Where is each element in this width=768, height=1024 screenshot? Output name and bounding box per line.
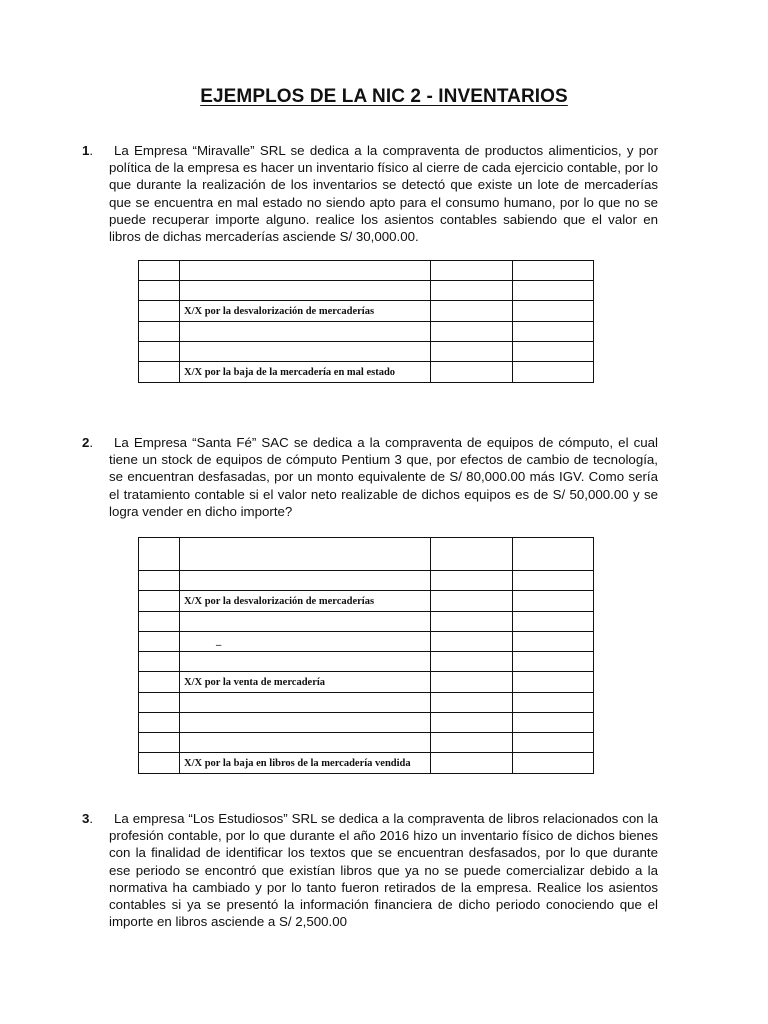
table-row bbox=[139, 672, 594, 693]
table-row bbox=[139, 571, 594, 591]
problem-number: 1. bbox=[82, 143, 94, 158]
problem-2 bbox=[82, 434, 658, 520]
problem-text: La Empresa “Santa Fé” SAC se dedica a la compraventa de equipos de cómputo, el cual tiene un stock de equipos de cómputo Pentium 3 que, por efectos de cambio de tecnología, se encuentran desfasadas, por un monto equivalente de S/ 80,000.00 más IGV. Como sería el tratamiento contable si el valor neto realizable de dichos equipos es de S/ 50,000.00 y se logra vender en dicho importe? bbox=[109, 435, 658, 519]
gloss-cell: X/X por la desvalorización de mercaderías bbox=[180, 301, 431, 322]
dash-cell: _ bbox=[180, 632, 431, 652]
table-row bbox=[139, 632, 594, 652]
gloss-cell: X/X por la baja en libros de la mercadería vendida bbox=[180, 753, 431, 774]
table-row bbox=[139, 713, 594, 733]
table-row bbox=[139, 342, 594, 362]
journal-entry-table-2 bbox=[138, 537, 594, 774]
problem-number: 3. bbox=[82, 811, 94, 826]
table-row bbox=[139, 281, 594, 301]
problem-number: 2. bbox=[82, 435, 94, 450]
gloss-cell: X/X por la baja de la mercadería en mal estado bbox=[180, 362, 431, 383]
problem-3 bbox=[82, 810, 658, 930]
problem-text: La empresa “Los Estudiosos” SRL se dedica a la compraventa de libros relacionados con la profesión contable, por lo que durante el año 2016 hizo un inventario físico de dichos bienes con la finalidad de identificar los textos que se encuentran desfasados, por lo que durante ese periodo se encontró que existían libros que ya no se puede comercializar debido a la normativa ha cambiado y por lo tanto fueron retirados de la empresa. Realice los asientos contables si ya se presentó la información financiera de dicho periodo conociendo que el importe en libros asciende a S/ 2,500.00 bbox=[109, 811, 658, 930]
table-row bbox=[139, 652, 594, 672]
document-title: EJEMPLOS DE LA NIC 2 - INVENTARIOS bbox=[200, 86, 568, 107]
table-row bbox=[139, 538, 594, 571]
table-row bbox=[139, 591, 594, 612]
journal-entry-table-1 bbox=[138, 260, 594, 383]
table-row bbox=[139, 261, 594, 281]
table-row bbox=[139, 322, 594, 342]
table-row bbox=[139, 753, 594, 774]
table-row bbox=[139, 733, 594, 753]
table-row bbox=[139, 693, 594, 713]
table-row bbox=[139, 362, 594, 383]
problem-1 bbox=[82, 142, 658, 245]
table-row bbox=[139, 612, 594, 632]
table-row bbox=[139, 301, 594, 322]
gloss-cell: X/X por la venta de mercadería bbox=[180, 672, 431, 693]
gloss-cell: X/X por la desvalorización de mercaderías bbox=[180, 591, 431, 612]
problem-text: La Empresa “Miravalle” SRL se dedica a la compraventa de productos alimenticios, y por política de la empresa es hacer un inventario físico al cierre de cada ejercicio contable, por lo que durante la realización de los inventarios se detectó que existe un lote de mercaderías que se encuentra en mal estado no siendo apto para el consumo humano, por lo que no se puede recuperar importe alguno. realice los asientos contables sabiendo que el valor en libros de dichas mercaderías asciende S/ 30,000.00. bbox=[109, 143, 658, 245]
